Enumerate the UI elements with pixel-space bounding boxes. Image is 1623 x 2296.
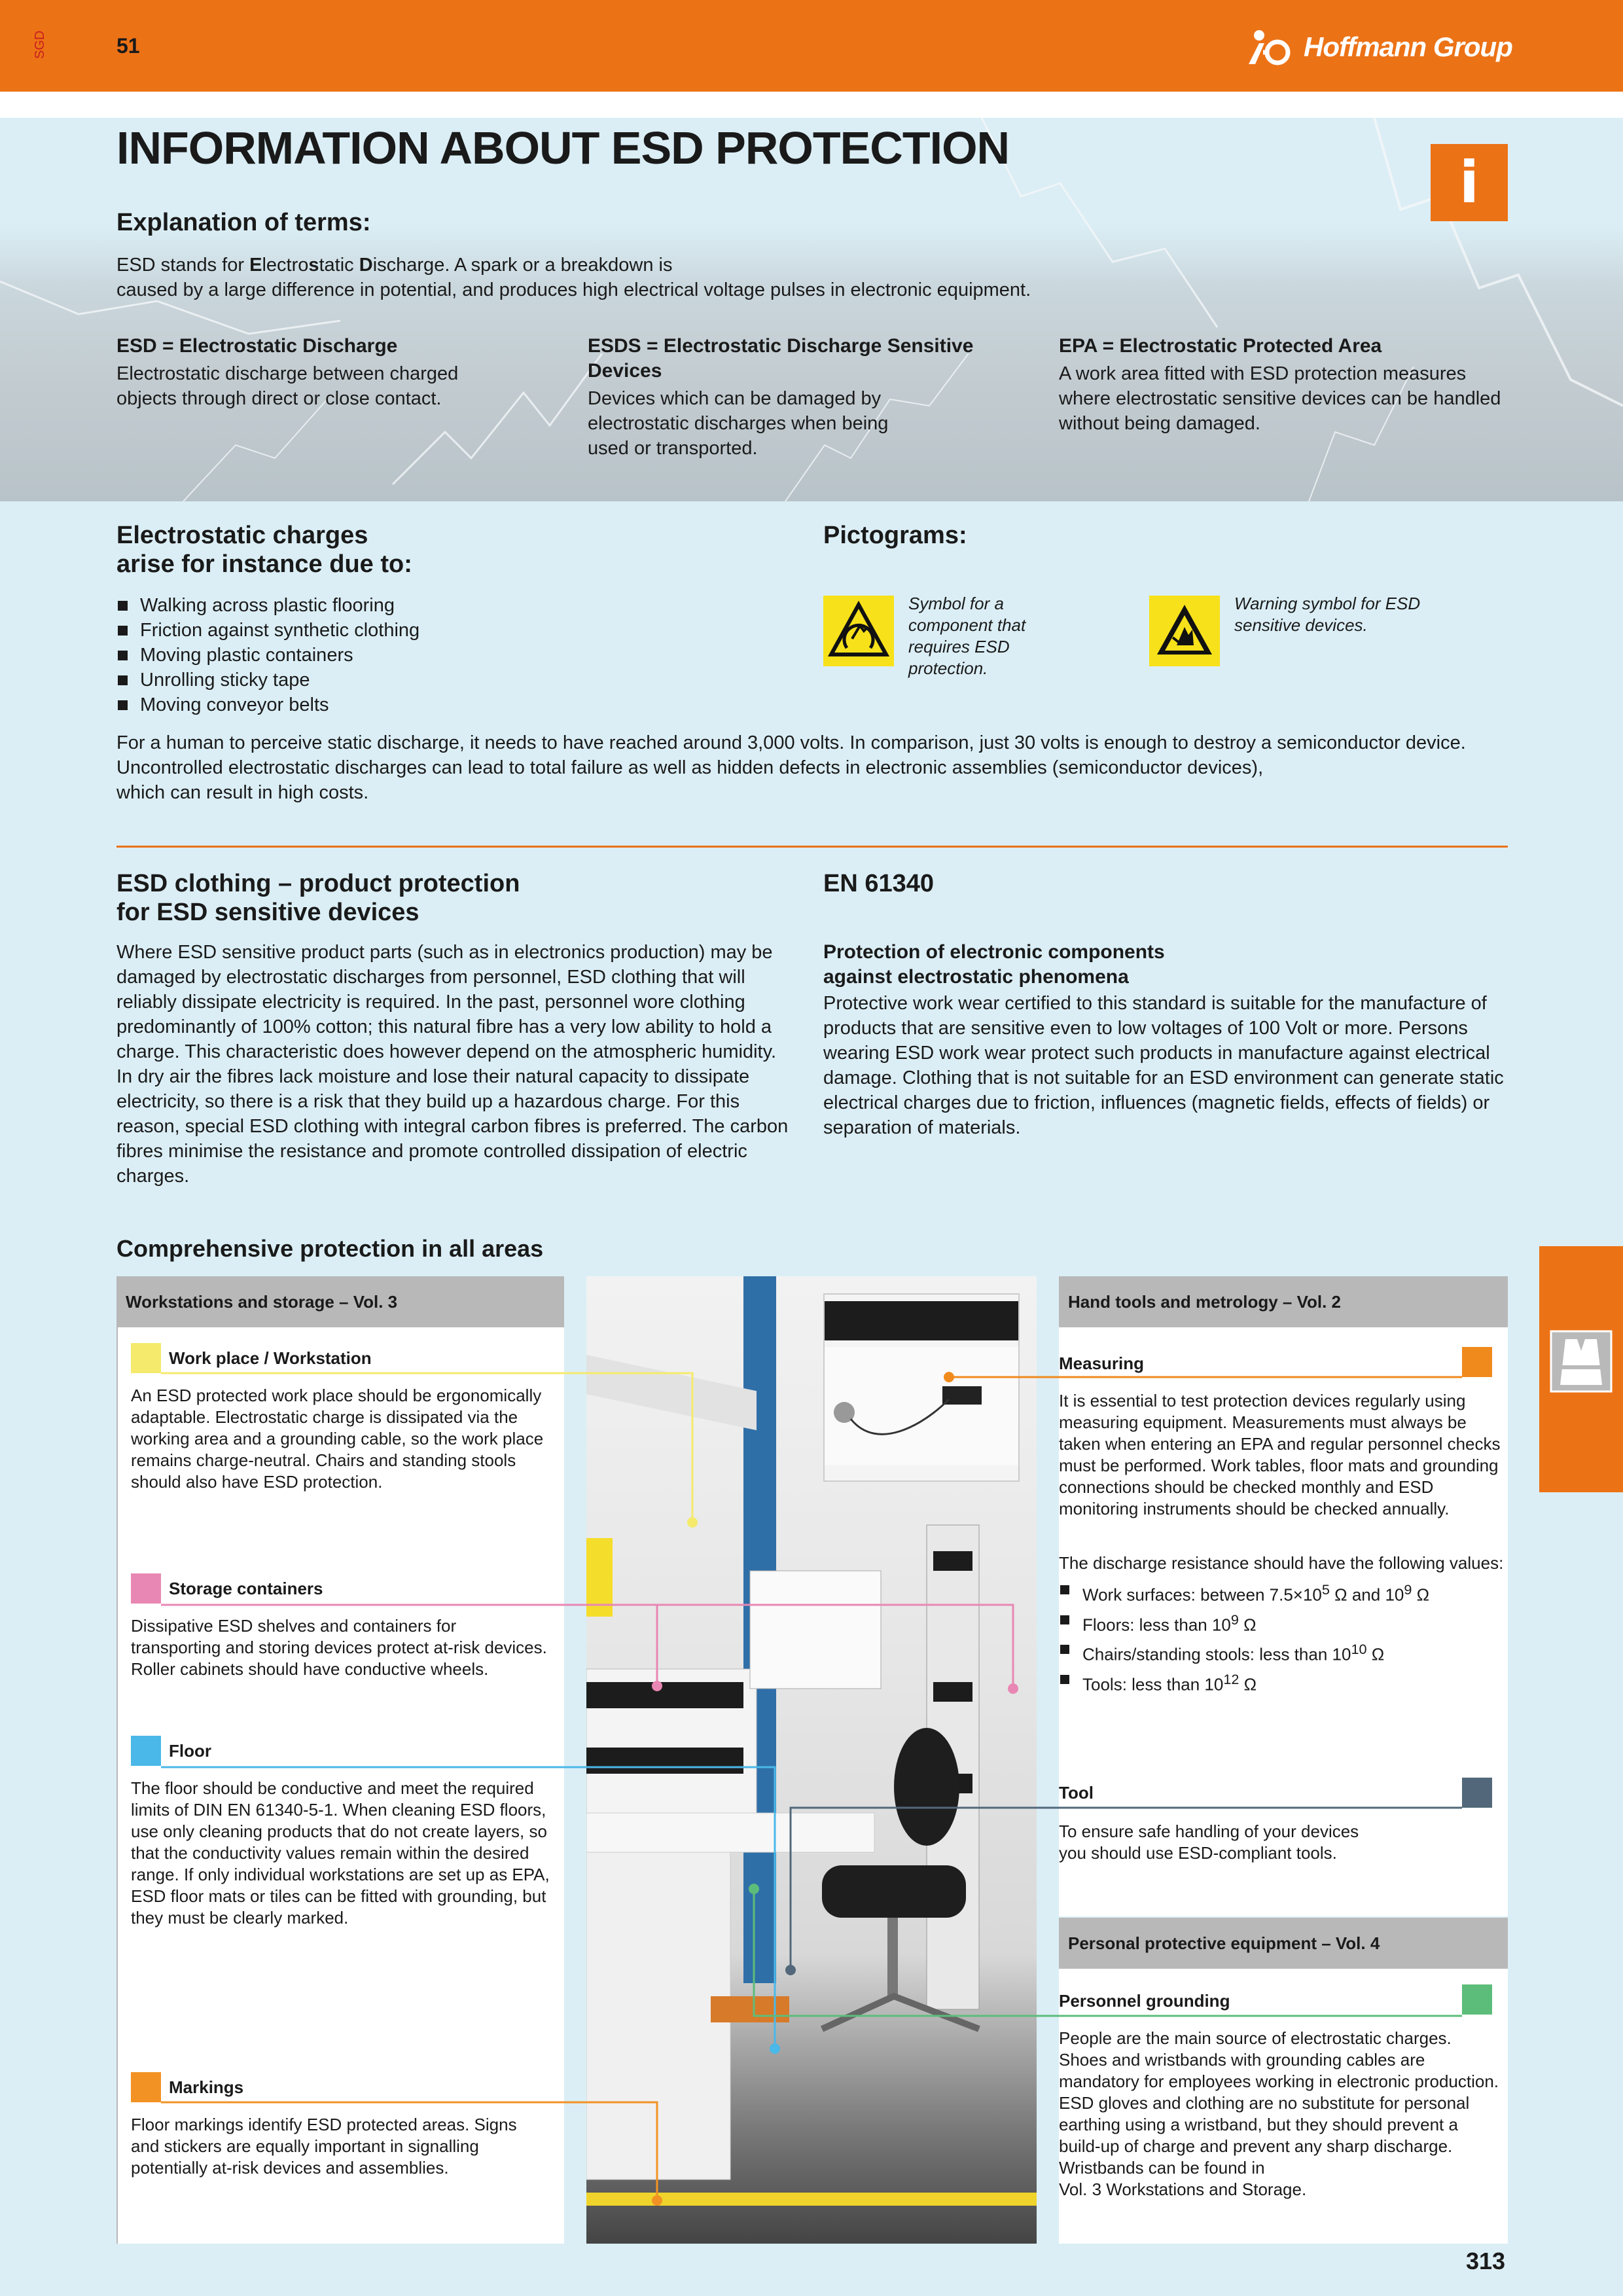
- page-number: 313: [1466, 2248, 1506, 2274]
- markings-color-swatch: [131, 2072, 161, 2102]
- measuring-device-icon: [825, 1295, 1018, 1480]
- section-divider: [116, 846, 1508, 848]
- grounding-color-swatch: [1462, 1984, 1492, 2015]
- section-page-number: 51: [116, 34, 140, 58]
- side-code: SGD: [33, 30, 47, 59]
- list-item: Floors: less than $10^9$ Ω: [1059, 1607, 1504, 1638]
- workstations-header: Workstations and storage – Vol. 3: [116, 1276, 564, 1327]
- terms-intro: [116, 253, 1491, 302]
- hoffmann-logo-icon: [1246, 29, 1298, 65]
- measuring-color-swatch: [1462, 1347, 1492, 1377]
- clothing-text: Where ESD sensitive product parts (such as in electronics production) may be damaged by electrostatic discharges from personnel, ESD clothing that will reliably dissipate electricity is required. In the past, personnel wore clothing predominantly of 100% cotton; this natural fibre has a very low ability to hold a charge. This characteristic does however depend on the atmospheric humidity. In dry air the fibres lack moisture and lose their natural capacity to dissipate electricity, so there is a risk that they build up a hazardous charge. For this reason, special ESD clothing with integral carbon fibres is preferred. The carbon fibres minimise the resistance and promote controlled dissipation of electric charges.: [116, 942, 789, 1187]
- discharge-values-list: [1059, 1577, 1504, 1697]
- pictogram-caption: Symbol for a component that requires ESD protection.: [908, 594, 1026, 678]
- pictograms-heading: Pictograms:: [823, 522, 967, 549]
- list-item: Walking across plastic flooring: [116, 593, 640, 618]
- term-column-epa: [1059, 334, 1504, 436]
- storage-title: Storage containers: [169, 1579, 323, 1598]
- charges-heading: Electrostatic charges arise for instance due to:: [116, 522, 412, 578]
- info-badge: [1431, 144, 1508, 221]
- en61340-text: Protective work wear certified to this standard is suitable for the manufacture of products that are sensitive even to low voltages of 100 Volt or more. Persons wearing ESD work wear protect such products in manufacture against electrical damage. Clothing that is not suitable for an ESD environment can generate static electrical charges due to friction, influences (magnetic fields, effects of fields) or separation of materials.: [823, 993, 1504, 1138]
- grounding-title: Personnel grounding: [1059, 1991, 1230, 2011]
- measuring-title: Measuring: [1059, 1354, 1145, 1373]
- markings-title: Markings: [169, 2077, 244, 2097]
- term-text: A work area fitted with ESD protection measures where electrostatic sensitive devices can be handled without being damaged.: [1059, 363, 1501, 434]
- charges-list: [116, 593, 640, 717]
- grounding-text: People are the main source of electrostatic charges. Shoes and wristbands with grounding cables are mandatory for employees working in electronic production. ESD gloves and clothing are no substitute for personal earthing using a wristband, but they should prevent a build-up of charge and prevent any sharp discharge.: [1059, 2028, 1499, 2156]
- clothing-heading: ESD clothing – product protection for ESD sensitive devices: [116, 870, 520, 926]
- terms-intro-line2: caused by a large difference in potential, and produces high electrical voltage pulses in electronic equipment.: [116, 279, 1031, 300]
- esd-protection-symbol-icon: [823, 596, 894, 666]
- tool-title: Tool: [1059, 1783, 1094, 1803]
- terms-heading: Explanation of terms:: [116, 209, 371, 236]
- term-title: ESD = Electrostatic Discharge: [116, 335, 398, 357]
- page-title: INFORMATION ABOUT ESD PROTECTION: [116, 122, 1010, 173]
- list-item: Unrolling sticky tape: [116, 668, 640, 692]
- list-item: Tools: less than $10^{12}$ Ω: [1059, 1667, 1504, 1697]
- storage-text: Dissipative ESD shelves and containers for transporting and storing devices protect at-risk devices. Roller cabinets should have conductive wheels.: [131, 1616, 547, 1679]
- pictogram-caption: Warning symbol for ESD sensitive devices.: [1234, 594, 1421, 635]
- floor-text: The floor should be conductive and meet the required limits of DIN EN 61340-5-1. When cleaning ESD floors, use only cleaning products that do not create layers, so that the conductivity values remain within the desired range. If only individual workstations are set up as EPA, ESD floor mats or tiles can be fitted with grounding, but they must be clearly marked.: [131, 1778, 550, 1928]
- term-text: Electrostatic discharge between charged objects through direct or close contact.: [116, 363, 459, 409]
- floor-color-swatch: [131, 1736, 161, 1766]
- side-tab: [1539, 1246, 1623, 1492]
- term-title: EPA = Electrostatic Protected Area: [1059, 335, 1382, 357]
- list-item: Work surfaces: between $7.5\times 10^5$ Ω and $10^9$ Ω: [1059, 1577, 1504, 1607]
- comprehensive-heading: Comprehensive protection in all areas: [116, 1235, 544, 1262]
- list-item: Moving conveyor belts: [116, 692, 640, 717]
- list-item: Chairs/standing stools: less than $10^{10}$ Ω: [1059, 1637, 1504, 1667]
- workplace-title: Work place / Workstation: [169, 1348, 372, 1368]
- tool-color-swatch: [1462, 1778, 1492, 1808]
- floor-title: Floor: [169, 1741, 211, 1761]
- workplace-color-swatch: [131, 1343, 161, 1373]
- storage-color-swatch: [131, 1573, 161, 1604]
- measuring-text: It is essential to test protection devices regularly using measuring equipment. Measurements must always be taken when entering an EPA and regular personnel checks must be performed. Work tables, floor mats and grounding connections should be checked monthly and ESD monitoring instruments should be checked annually.: [1059, 1391, 1501, 1518]
- terms-intro-line1: ESD stands for Electrostatic Discharge. A spark or a breakdown is: [116, 255, 673, 276]
- brand-name: Hoffmann Group: [1304, 31, 1512, 62]
- term-column-esds: [588, 334, 1033, 461]
- measuring-inset-photo: [823, 1293, 1020, 1482]
- hand-tools-header: Hand tools and metrology – Vol. 2: [1059, 1276, 1508, 1327]
- esd-warning-symbol-icon: [1149, 596, 1220, 666]
- workplace-text: An ESD protected work place should be ergonomically adaptable. Electrostatic charge is dissipated via the working area and a grounding cable, so the work place remains charge-neutral. Chairs and standing stools should also have ESD protection.: [131, 1386, 544, 1492]
- static-discharge-paragraph: For a human to perceive static discharge, it needs to have reached around 3,000 volts. In comparison, just 30 volts is enough to destroy a semiconductor device. Uncontrolled electrostatic discharges can lead to total failure as well as hidden defects in electronic assemblies (semiconductor devices), which can result in high costs.: [116, 732, 1466, 803]
- discharge-intro: The discharge resistance should have the following values:: [1059, 1553, 1504, 1573]
- tool-text: To ensure safe handling of your devices you should use ESD-compliant tools.: [1059, 1821, 1359, 1863]
- protective-vest-icon: [1539, 1246, 1623, 1492]
- en61340-heading: EN 61340: [823, 870, 935, 897]
- info-icon: i: [1459, 149, 1480, 216]
- list-item: Friction against synthetic clothing: [116, 618, 640, 643]
- term-text: Devices which can be damaged by electrostatic discharges when being used or transported.: [588, 388, 889, 459]
- grounding-text-2: Wristbands can be found in Vol. 3 Workstations and Storage.: [1059, 2158, 1307, 2199]
- term-column-esd: [116, 334, 522, 411]
- list-item: Moving plastic containers: [116, 643, 640, 668]
- en61340-subheading: Protection of electronic components against electrostatic phenomena: [823, 941, 1165, 988]
- markings-text: Floor markings identify ESD protected areas. Signs and stickers are equally important in signalling potentially at-risk devices and assemblies.: [131, 2115, 517, 2178]
- term-title: ESDS = Electrostatic Discharge Sensitive Devices: [588, 335, 974, 382]
- ppe-header: Personal protective equipment – Vol. 4: [1059, 1918, 1508, 1969]
- brand-logo: [1246, 26, 1512, 68]
